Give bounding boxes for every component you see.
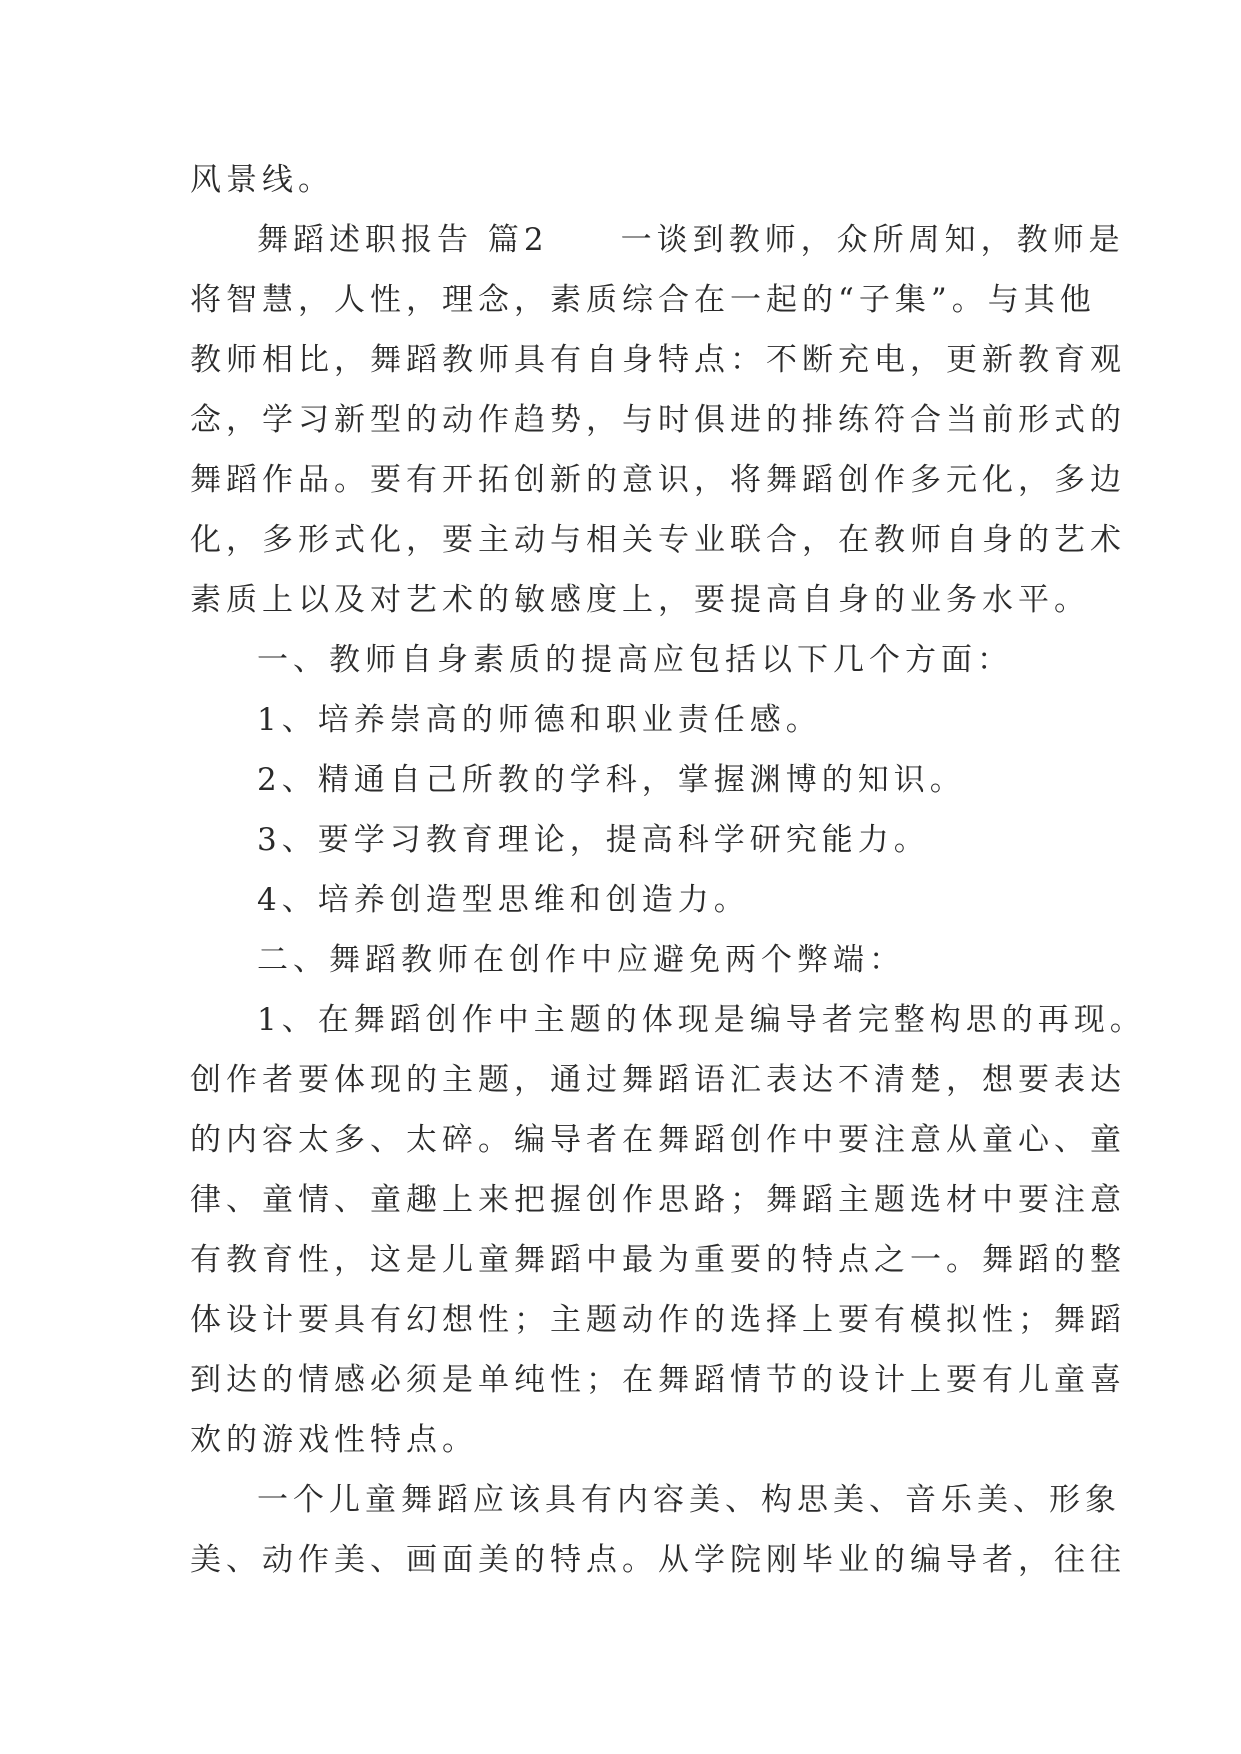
text-line: 风景线。 bbox=[190, 162, 334, 198]
text-line: 一、教师自身素质的提高应包括以下几个方面： bbox=[257, 642, 1013, 678]
text-line: 体设计要具有幻想性；主题动作的选择上要有模拟性；舞蹈 bbox=[190, 1302, 1126, 1338]
text-line: 舞蹈述职报告 篇2 一谈到教师，众所周知，教师是 bbox=[257, 222, 1125, 258]
text-line: 教师相比，舞蹈教师具有自身特点：不断充电，更新教育观 bbox=[190, 342, 1126, 378]
text-line: 3、要学习教育理论，提高科学研究能力。 bbox=[257, 822, 930, 858]
text-line: 化，多形式化，要主动与相关专业联合，在教师自身的艺术 bbox=[190, 522, 1126, 558]
text-line: 律、童情、童趣上来把握创作思路；舞蹈主题选材中要注意 bbox=[190, 1182, 1126, 1218]
text-line: 舞蹈作品。要有开拓创新的意识，将舞蹈创作多元化，多边 bbox=[190, 462, 1126, 498]
text-line: 美、动作美、画面美的特点。从学院刚毕业的编导者，往往 bbox=[190, 1542, 1126, 1578]
text-line: 2、精通自己所教的学科，掌握渊博的知识。 bbox=[257, 762, 966, 798]
text-line: 的内容太多、太碎。编导者在舞蹈创作中要注意从童心、童 bbox=[190, 1122, 1126, 1158]
text-line: 将智慧，人性，理念，素质综合在一起的“子集”。与其他 bbox=[190, 282, 1096, 318]
text-line: 有教育性，这是儿童舞蹈中最为重要的特点之一。舞蹈的整 bbox=[190, 1242, 1126, 1278]
text-line: 素质上以及对艺术的敏感度上，要提高自身的业务水平。 bbox=[190, 582, 1090, 618]
text-line: 一个儿童舞蹈应该具有内容美、构思美、音乐美、形象 bbox=[257, 1482, 1121, 1518]
text-line: 到达的情感必须是单纯性；在舞蹈情节的设计上要有儿童喜 bbox=[190, 1362, 1126, 1398]
text-line: 1、在舞蹈创作中主题的体现是编导者完整构思的再现。 bbox=[257, 1002, 1146, 1038]
document-body bbox=[190, 150, 1146, 1590]
text-line: 4、培养创造型思维和创造力。 bbox=[257, 882, 750, 918]
text-line: 二、舞蹈教师在创作中应避免两个弊端： bbox=[257, 942, 905, 978]
text-line: 1、培养崇高的师德和职业责任感。 bbox=[257, 702, 822, 738]
text-line: 念，学习新型的动作趋势，与时俱进的排练符合当前形式的 bbox=[190, 402, 1126, 438]
text-line: 欢的游戏性特点。 bbox=[190, 1422, 478, 1458]
text-line: 创作者要体现的主题，通过舞蹈语汇表达不清楚，想要表达 bbox=[190, 1062, 1126, 1098]
